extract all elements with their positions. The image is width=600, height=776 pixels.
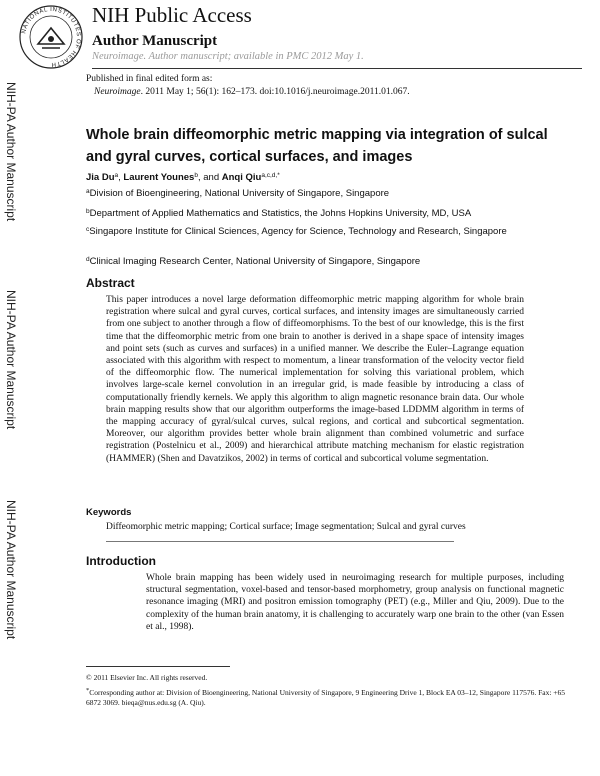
author-separator: , and (197, 172, 222, 183)
header-availability-note: Neuroimage. Author manuscript; available in PMC 2012 May 1. (92, 51, 364, 62)
author-list (86, 172, 280, 183)
keywords-text: Diffeomorphic metric mapping; Cortical surface; Image segmentation; Sulcal and gyral curves (106, 522, 466, 532)
affiliation-mark: b (86, 208, 90, 215)
affiliation-text: Singapore Institute for Clinical Sciences, Agency for Science, Technology and Research, Singapore (89, 226, 507, 237)
abstract-heading: Abstract (86, 276, 135, 290)
publication-line: Published in final edited form as: (86, 74, 213, 84)
affiliation (86, 224, 566, 238)
nih-logo (18, 4, 84, 70)
side-label-1: NIH-PA Author Manuscript (4, 82, 18, 222)
header-divider (92, 68, 582, 69)
corresponding-author-footnote (86, 686, 566, 708)
introduction-text: Whole brain mapping has been widely used in neuroimaging research for multiple purposes, including structural segmentation, voxel-based and tensor-based morphometry, group analysis on functional magnetic resonance imaging (MRI) and positron emission tomography (PET) (e.g., Miller and Qiu, 2009). Due to the complexity of the human brain anatomy, it is challenging to accurately warp one brain to the other (van Essen et al., 1998). (146, 573, 564, 632)
footnote-mark: * (86, 687, 90, 694)
article-title: Whole brain diffeomorphic metric mapping via integration of sulcal and gyral curves, cortical surfaces, and images (86, 127, 548, 165)
affiliation (86, 206, 566, 220)
author-name: Jia Du (86, 172, 115, 183)
author-affiliation-mark: a,c,d,* (261, 172, 280, 179)
journal-name: Neuroimage (94, 87, 141, 97)
introduction-heading: Introduction (86, 554, 156, 568)
corresponding-author-text: Corresponding author at: Division of Bioengineering, National University of Singapore, 9 Engineering Drive 1, Block EA 03–12, Singapore 117576. Fax: +65 6872 3069. bieqa@nus.edu.sg (A. Qiu). (86, 688, 566, 707)
copyright-footnote: © 2011 Elsevier Inc. All rights reserved. (86, 673, 208, 682)
affiliation-mark: d (86, 256, 90, 263)
header-subtitle: Author Manuscript (92, 33, 218, 49)
side-label-3: NIH-PA Author Manuscript (4, 500, 18, 640)
keywords-divider (106, 541, 454, 542)
svg-text:NATIONAL INSTITUTES OF HEALTH: NATIONAL INSTITUTES OF HEALTH (21, 6, 82, 68)
affiliation-mark: a (86, 188, 90, 195)
author-separator: , (118, 172, 124, 183)
author-affiliation-mark: a (114, 172, 119, 179)
affiliation-text: Department of Applied Mathematics and Statistics, the Johns Hopkins University, MD, USA (89, 208, 472, 219)
affiliation-mark: c (86, 226, 90, 233)
affiliation (86, 254, 566, 268)
publication-info (86, 73, 410, 99)
header-title: NIH Public Access (92, 3, 252, 27)
citation-details: . 2011 May 1; 56(1): 162–173. doi:10.1016/j.neuroimage.2011.01.067. (140, 87, 410, 97)
author-affiliation-mark: b (194, 172, 198, 179)
author-name: Anqi Qiu (221, 172, 262, 183)
footnote-divider (86, 666, 230, 667)
publication-citation (86, 86, 410, 99)
author-name: Laurent Younes (123, 172, 195, 183)
affiliation-text: Division of Bioengineering, National University of Singapore, Singapore (89, 188, 390, 199)
affiliation (86, 186, 566, 200)
side-label-2: NIH-PA Author Manuscript (4, 290, 18, 430)
keywords-heading: Keywords (86, 507, 132, 518)
abstract-text: This paper introduces a novel large deformation diffeomorphic metric mapping algorithm for whole brain registration where sulcal and gyral curves, cortical surfaces, and intensity images are simultaneously carried from one subject to another through a flow of diffeomorphisms. To the best of our knowledge, this is the first time that the diffeomorphic metric from one brain to another is derived in a shape space of intensity images and point sets (such as curves and surfaces) in a unified manner. We describe the Euler–Lagrange equation associated with this algorithm with respect to momentum, a linear transformation of the velocity vector field of the diffeomorphic flow. The numerical implementation for solving this variational problem, which involves large-scale kernel convolution in an irregular grid, is made feasible by introducing a class of computationally friendly kernels. We apply this algorithm to align magnetic resonance brain data. Our whole brain mapping results show that our algorithm outperforms the image-based LDDMM algorithm in terms of the mapping accuracy of gyral/sulcal curves, sulcal regions, and cortical and subcortical segmentation. Moreover, our algorithm provides better whole brain alignment than combined volumetric and surface registration (Postelnicu et al., 2009) and hierarchical attribute matching mechanism for elastic registration (HAMMER) (Shen and Davatzikos, 2002) in terms of cortical and subcortical volume segmentation. (106, 295, 524, 464)
affiliation-text: Clinical Imaging Research Center, National University of Singapore, Singapore (89, 256, 421, 267)
